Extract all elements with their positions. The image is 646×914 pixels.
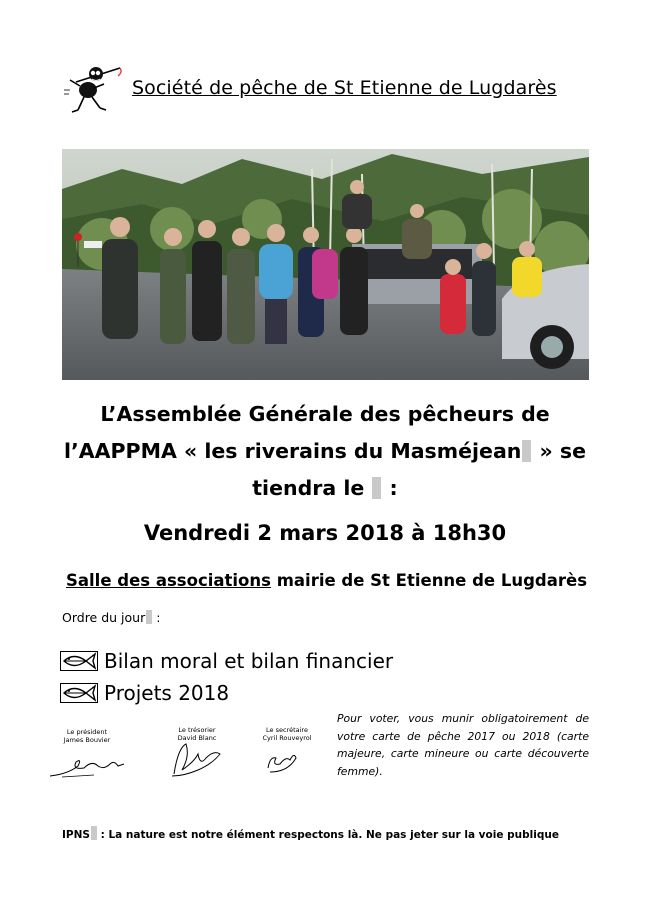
venue-location: mairie de St Etienne de Lugdarès bbox=[270, 571, 588, 590]
handwritten-signature bbox=[48, 748, 128, 784]
fish-icon bbox=[60, 683, 98, 703]
announcement-line-2b: » se bbox=[532, 439, 587, 463]
event-venue bbox=[66, 571, 587, 590]
fish-icon bbox=[60, 651, 98, 671]
agenda-item bbox=[60, 681, 229, 705]
signature-role: Le trésorier bbox=[178, 726, 216, 734]
signature-name: Cyril Rouveyrol bbox=[262, 734, 312, 742]
footer-prefix: IPNS bbox=[62, 829, 90, 841]
announcement-line-2 bbox=[60, 433, 590, 470]
agenda-heading-text: Ordre du jour bbox=[62, 610, 146, 625]
announcement-line-3 bbox=[60, 470, 590, 507]
fishing-mascot-icon bbox=[62, 62, 124, 118]
page-title: Société de pêche de St Etienne de Lugdarès bbox=[132, 77, 557, 99]
signature-name: James Bouvier bbox=[63, 736, 111, 744]
agenda-item bbox=[60, 649, 393, 673]
handwritten-signature bbox=[168, 740, 224, 784]
signature-role: Le président bbox=[66, 728, 108, 736]
announcement-line-1: L’Assemblée Générale des pêcheurs de bbox=[100, 402, 550, 426]
footer-note bbox=[62, 826, 559, 841]
vote-note: Pour voter, vous munir obligatoirement de votre carte de pêche 2017 ou 2018 (carte majeure, carte mineure ou carte découverte femme). bbox=[337, 712, 589, 778]
signature-secretary bbox=[252, 726, 322, 742]
venue-name: Salle des associations bbox=[66, 571, 271, 590]
group-photo bbox=[62, 149, 589, 380]
signature-name: David Blanc bbox=[177, 734, 217, 742]
agenda-item-label: Bilan moral et bilan financier bbox=[104, 649, 394, 673]
handwritten-signature bbox=[264, 746, 298, 778]
agenda-heading bbox=[62, 610, 160, 625]
announcement-line-2a: l’AAPPMA « les riverains du Masméjean bbox=[63, 439, 522, 463]
event-date: Vendredi 2 mars 2018 à 18h30 bbox=[143, 521, 507, 545]
footer-text: : La nature est notre élément respectons là. Ne pas jeter sur la voie publique bbox=[96, 829, 559, 841]
announcement-line-3a: tiendra le bbox=[252, 476, 365, 500]
signature-president bbox=[52, 728, 122, 744]
announcement-line-3b: : bbox=[382, 476, 398, 500]
redaction-mark bbox=[372, 477, 381, 499]
agenda-heading-suffix: : bbox=[152, 610, 161, 625]
agenda-item-label: Projets 2018 bbox=[104, 681, 230, 705]
signature-role: Le secrétaire bbox=[266, 726, 308, 734]
announcement bbox=[60, 396, 590, 507]
redaction-mark bbox=[522, 440, 531, 462]
